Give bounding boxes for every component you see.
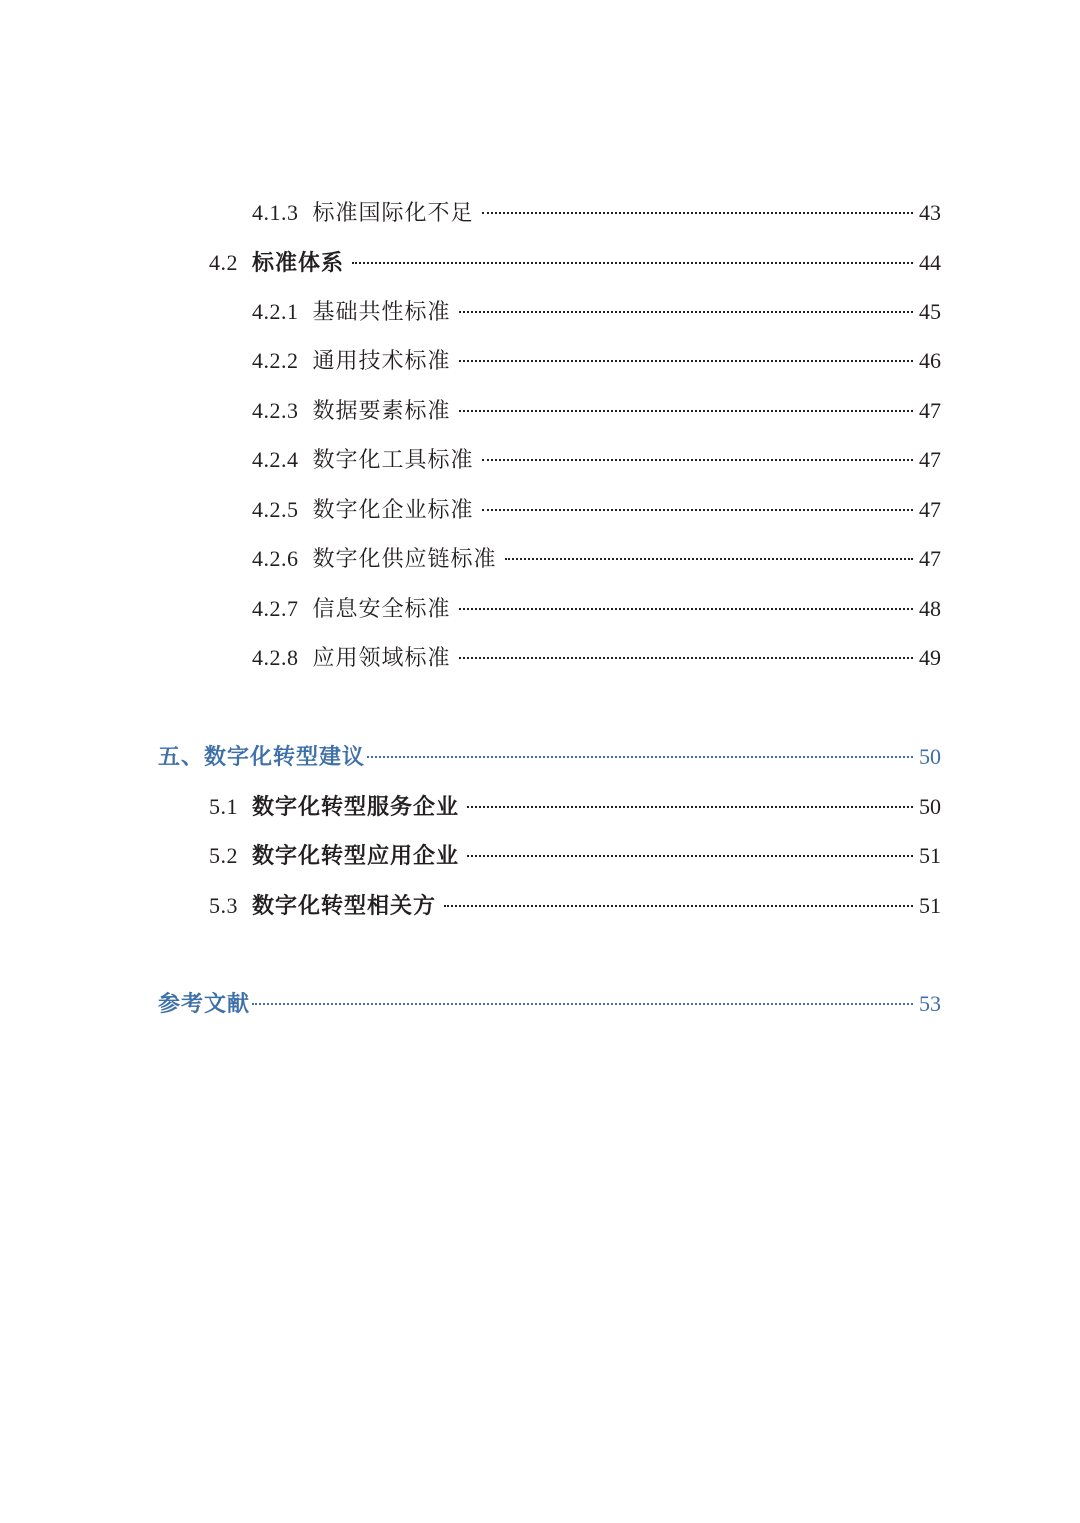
toc-entry-4-2-4[interactable] bbox=[252, 442, 941, 478]
dot-leader bbox=[482, 509, 913, 511]
toc-title: 数字化转型相关方 bbox=[252, 894, 437, 919]
toc-number: 4.2 bbox=[209, 250, 238, 275]
toc-number: 4.2.5 bbox=[252, 497, 299, 522]
toc-number: 4.2.4 bbox=[252, 447, 299, 472]
toc-title: 数字化转型应用企业 bbox=[252, 844, 460, 869]
dot-leader bbox=[459, 410, 913, 412]
toc-title: 数字化供应链标准 bbox=[312, 547, 497, 572]
toc-title: 数字化企业标准 bbox=[312, 498, 474, 523]
toc-title: 标准国际化不足 bbox=[312, 201, 474, 226]
toc-page-number: 45 bbox=[919, 299, 941, 324]
dot-leader bbox=[482, 212, 913, 214]
toc-page-number: 50 bbox=[919, 744, 941, 769]
toc-page-number: 49 bbox=[919, 645, 941, 670]
toc-number: 5.2 bbox=[209, 843, 238, 868]
dot-leader bbox=[467, 855, 913, 857]
toc-number: 4.2.6 bbox=[252, 546, 299, 571]
toc-entry-4-2-2[interactable] bbox=[252, 343, 941, 379]
dot-leader bbox=[459, 311, 913, 313]
dot-leader bbox=[252, 1003, 913, 1005]
toc-chapter-title: 参考文献 bbox=[158, 992, 251, 1017]
dot-leader bbox=[505, 558, 913, 560]
toc-page-number: 51 bbox=[919, 843, 941, 868]
toc-chapter-5[interactable] bbox=[158, 739, 941, 775]
toc-title: 通用技术标准 bbox=[312, 349, 451, 374]
toc-number: 4.2.1 bbox=[252, 299, 299, 324]
toc-page-number: 53 bbox=[919, 991, 941, 1016]
toc-entry-4-2-8[interactable] bbox=[252, 640, 941, 676]
toc-entry-4-2-6[interactable] bbox=[252, 541, 941, 577]
toc-page-number: 51 bbox=[919, 893, 941, 918]
dot-leader bbox=[459, 657, 913, 659]
toc-title: 数据要素标准 bbox=[312, 399, 451, 424]
dot-leader bbox=[482, 459, 913, 461]
toc-number: 4.1.3 bbox=[252, 200, 299, 225]
toc-page-number: 47 bbox=[919, 447, 941, 472]
toc-page-number: 50 bbox=[919, 794, 941, 819]
dot-leader bbox=[444, 905, 913, 907]
toc-title: 数字化工具标准 bbox=[312, 448, 474, 473]
toc-chapter-title: 五、数字化转型建议 bbox=[158, 745, 366, 770]
toc-entry-5-3[interactable] bbox=[209, 888, 941, 924]
toc-title: 数字化转型服务企业 bbox=[252, 795, 460, 820]
toc-entry-4-2-5[interactable] bbox=[252, 492, 941, 528]
dot-leader bbox=[352, 262, 913, 264]
toc-number: 4.2.2 bbox=[252, 348, 299, 373]
toc-references[interactable] bbox=[158, 986, 941, 1022]
toc-entry-4-2[interactable] bbox=[209, 245, 941, 281]
toc-page-number: 43 bbox=[919, 200, 941, 225]
toc-title: 标准体系 bbox=[252, 251, 345, 276]
toc-number: 5.1 bbox=[209, 794, 238, 819]
dot-leader bbox=[467, 806, 913, 808]
toc-page-number: 47 bbox=[919, 497, 941, 522]
toc-title: 基础共性标准 bbox=[312, 300, 451, 325]
dot-leader bbox=[367, 756, 913, 758]
toc-page-number: 47 bbox=[919, 546, 941, 571]
dot-leader bbox=[459, 360, 913, 362]
toc-number: 4.2.7 bbox=[252, 596, 299, 621]
toc-number: 4.2.8 bbox=[252, 645, 299, 670]
toc-entry-4-2-7[interactable] bbox=[252, 591, 941, 627]
toc-entry-4-2-3[interactable] bbox=[252, 393, 941, 429]
toc-page-number: 46 bbox=[919, 348, 941, 373]
toc-title: 应用领域标准 bbox=[312, 646, 451, 671]
toc-entry-5-1[interactable] bbox=[209, 789, 941, 825]
toc-entry-4-2-1[interactable] bbox=[252, 294, 941, 330]
toc-page-number: 47 bbox=[919, 398, 941, 423]
toc-entry-4-1-3[interactable] bbox=[252, 195, 941, 231]
toc-title: 信息安全标准 bbox=[312, 597, 451, 622]
toc-page-number: 48 bbox=[919, 596, 941, 621]
toc-entry-5-2[interactable] bbox=[209, 838, 941, 874]
toc-page-number: 44 bbox=[919, 250, 941, 275]
dot-leader bbox=[459, 608, 913, 610]
toc-number: 4.2.3 bbox=[252, 398, 299, 423]
toc-number: 5.3 bbox=[209, 893, 238, 918]
